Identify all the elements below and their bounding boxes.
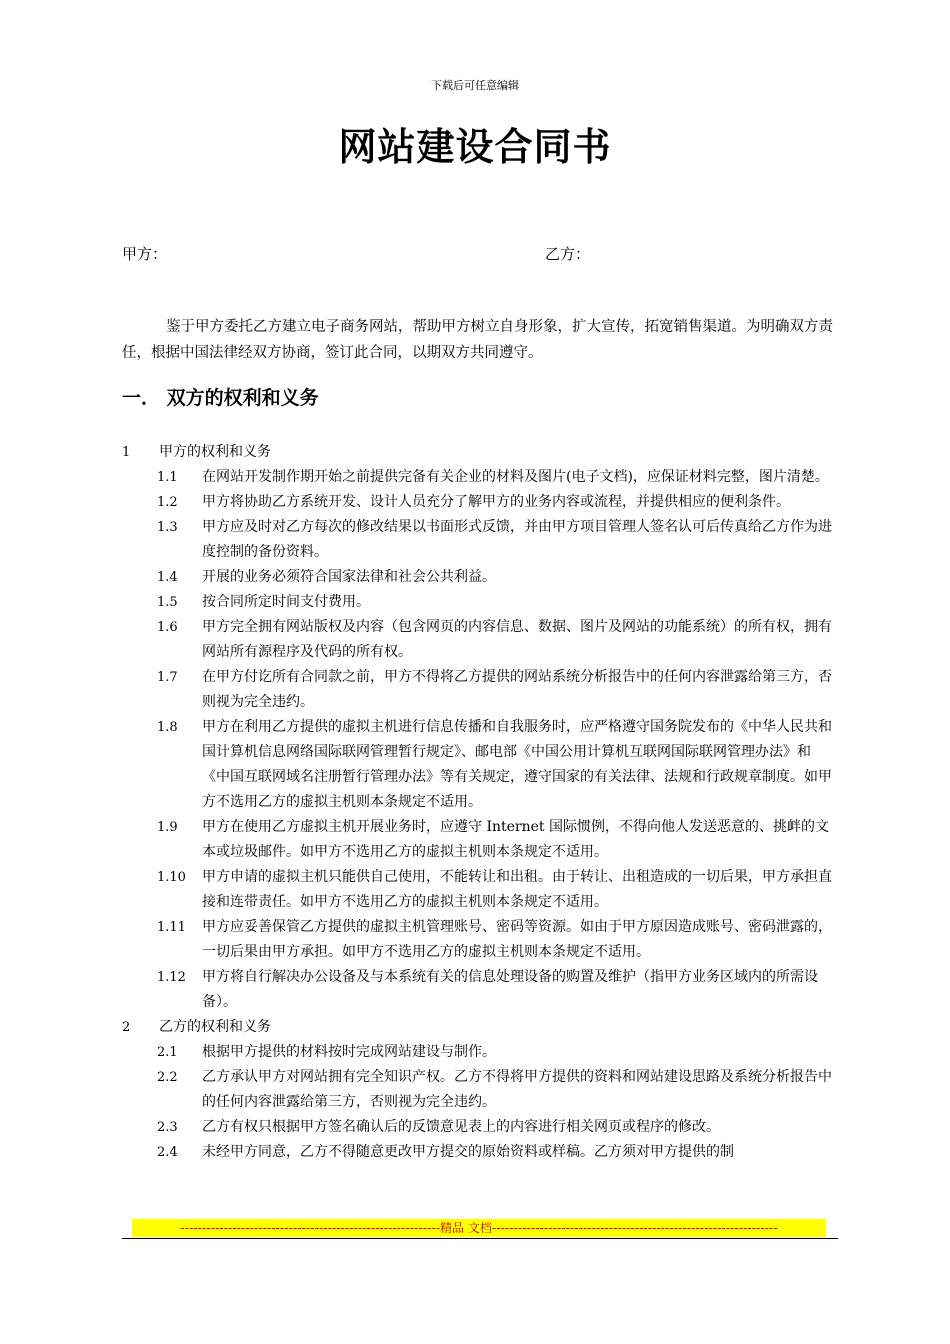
clause-text: 根据甲方提供的材料按时完成网站建设与制作。 xyxy=(202,1044,496,1060)
clause-number: 1.9 xyxy=(157,820,178,835)
clause-text: 甲方将协助乙方系统开发、设计人员充分了解甲方的业务内容或流程，并提供相应的便利条件。 xyxy=(202,494,790,510)
clause-2 xyxy=(0,1015,950,1040)
clause-number: 1.4 xyxy=(157,570,178,585)
clause-text: 甲方完全拥有网站版权及内容（包含网页的内容信息、数据、图片及网站的功能系统）的所有权，拥有网站所有源程序及代码的所有权。 xyxy=(202,619,832,660)
clause-number: 1.8 xyxy=(157,720,178,735)
party-a-label: 甲方： xyxy=(122,245,168,263)
clause-text: 乙方有权只根据甲方签名确认后的反馈意见表上的内容进行相关网页或程序的修改。 xyxy=(202,1119,720,1135)
clause-text: 甲方在利用乙方提供的虚拟主机进行信息传播和自我服务时，应严格遵守国务院发布的《中华人民共和国计算机信息网络国际联网管理暂行规定》、邮电部《中国公用计算机互联网国际联网管理办法》和《中国互联网域名注册暂行管理办法》等有关规定，遵守国家的有关法律、法规和行政规章制度。如甲方不选用乙方的虚拟主机则本条规定不适用。 xyxy=(202,719,832,810)
clause-text: 甲方的权利和义务 xyxy=(159,444,271,460)
clause-text: 甲方应及时对乙方每次的修改结果以书面形式反馈，并由甲方项目管理人签名认可后传真给乙方作为进度控制的备份资料。 xyxy=(202,519,832,560)
clause-1-8 xyxy=(0,715,838,815)
clause-1-6 xyxy=(0,615,838,665)
footer-banner: ------------------------------------------------------------精品 文档------------------------------------------------------------------ xyxy=(132,1219,826,1237)
clause-1-1 xyxy=(0,465,838,490)
clause-1-5 xyxy=(0,590,838,615)
clause-number: 1.3 xyxy=(157,520,178,535)
clause-number: 2.3 xyxy=(157,1120,178,1135)
clause-text: 按合同所定时间支付费用。 xyxy=(202,594,370,610)
clause-1-3 xyxy=(0,515,838,565)
clause-text: 在甲方付讫所有合同款之前，甲方不得将乙方提供的网站系统分析报告中的任何内容泄露给第三方，否则视为完全违约。 xyxy=(202,669,832,710)
clause-number: 1.12 xyxy=(157,970,186,985)
clause-text: 开展的业务必须符合国家法律和社会公共利益。 xyxy=(202,569,496,585)
clause-number: 1.6 xyxy=(157,620,178,635)
clause-1 xyxy=(0,440,950,465)
clause-number: 1.1 xyxy=(157,470,178,485)
clause-1-7 xyxy=(0,665,838,715)
intro-paragraph: 鉴于甲方委托乙方建立电子商务网站，帮助甲方树立自身形象，扩大宣传，拓宽销售渠道。为明确双方责任，根据中国法律经双方协商，签订此合同，以期双方共同遵守。 xyxy=(122,319,833,361)
document-title: 网站建设合同书 xyxy=(338,125,612,169)
clause-1-9 xyxy=(0,815,838,865)
clause-list xyxy=(0,440,950,1165)
clause-number: 1.7 xyxy=(157,670,178,685)
clause-1-10 xyxy=(0,865,838,915)
clause-number: 1 xyxy=(122,445,131,460)
header-note: 下载后可任意编辑 xyxy=(431,79,519,92)
clause-number: 2.4 xyxy=(157,1145,178,1160)
clause-number: 1.2 xyxy=(157,495,178,510)
clause-text: 乙方的权利和义务 xyxy=(159,1019,271,1035)
clause-text: 乙方承认甲方对网站拥有完全知识产权。乙方不得将甲方提供的资料和网站建设思路及系统分析报告中的任何内容泄露给第三方，否则视为完全违约。 xyxy=(202,1069,832,1110)
clause-2-1 xyxy=(0,1040,838,1065)
clause-number: 2 xyxy=(122,1020,131,1035)
footer-divider xyxy=(122,1238,838,1239)
clause-1-12 xyxy=(0,965,838,1015)
party-b-label: 乙方： xyxy=(545,245,591,263)
clause-2-3 xyxy=(0,1115,838,1140)
clause-number: 2.2 xyxy=(157,1070,178,1085)
clause-1-4 xyxy=(0,565,838,590)
clause-1-11 xyxy=(0,915,838,965)
clause-number: 1.10 xyxy=(157,870,186,885)
clause-text: 未经甲方同意，乙方不得随意更改甲方提交的原始资料或样稿。乙方须对甲方提供的制 xyxy=(202,1144,734,1160)
clause-text: 在网站开发制作期开始之前提供完备有关企业的材料及图片(电子文档)，应保证材料完整，图片清楚。 xyxy=(202,469,829,485)
section-heading: 一． 双方的权利和义务 xyxy=(122,387,319,409)
clause-text: 甲方应妥善保管乙方提供的虚拟主机管理账号、密码等资源。如由于甲方原因造成账号、密码泄露的，一切后果由甲方承担。如甲方不选用乙方的虚拟主机则本条规定不适用。 xyxy=(202,919,832,960)
clause-number: 2.1 xyxy=(157,1045,178,1060)
clause-1-2 xyxy=(0,490,838,515)
clause-number: 1.11 xyxy=(157,920,186,935)
clause-text: 甲方在使用乙方虚拟主机开展业务时，应遵守 Internet 国际惯例，不得向他人发送恶意的、挑衅的文本或垃圾邮件。如甲方不选用乙方的虚拟主机则本条规定不适用。 xyxy=(202,819,829,860)
clause-2-2 xyxy=(0,1065,838,1115)
clause-2-4 xyxy=(0,1140,838,1165)
clause-text: 甲方申请的虚拟主机只能供自己使用，不能转让和出租。由于转让、出租造成的一切后果，甲方承担直接和连带责任。如甲方不选用乙方的虚拟主机则本条规定不适用。 xyxy=(202,869,832,910)
clause-number: 1.5 xyxy=(157,595,178,610)
clause-text: 甲方将自行解决办公设备及与本系统有关的信息处理设备的购置及维护（指甲方业务区域内的所需设备）。 xyxy=(202,969,818,1010)
